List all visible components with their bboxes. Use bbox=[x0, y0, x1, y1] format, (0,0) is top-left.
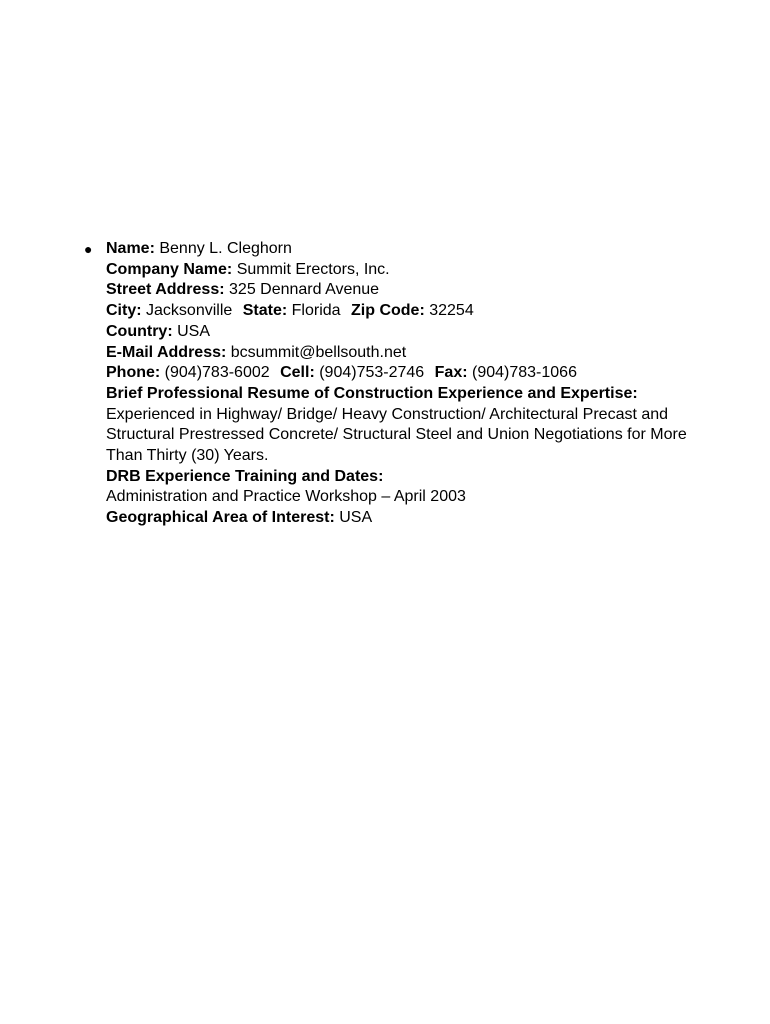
email-label: E-Mail Address: bbox=[106, 343, 227, 361]
email-line bbox=[106, 343, 726, 364]
zip-value: 32254 bbox=[429, 302, 474, 320]
country-label: Country: bbox=[106, 322, 173, 340]
phone-line bbox=[106, 363, 726, 384]
zip-label: Zip Code: bbox=[351, 302, 425, 320]
geo-value: USA bbox=[339, 509, 373, 527]
phone-value: (904)783-6002 bbox=[164, 364, 270, 382]
drb-value: Administration and Practice Workshop – April 2003 bbox=[106, 488, 466, 506]
company-value: Summit Erectors, Inc. bbox=[236, 260, 390, 278]
fax-value: (904)783-1066 bbox=[472, 364, 577, 382]
resume-paragraph bbox=[106, 384, 726, 467]
state-label: State: bbox=[242, 302, 288, 320]
resume-value: Experienced in Highway/ Bridge/ Heavy Construction/ Architectural Precast and Structural Prestressed Concrete/ Structural Steel and Union Negotiations for More Than Thirty (30) Years. bbox=[106, 405, 687, 465]
city-state-zip-line bbox=[106, 301, 726, 322]
country-line bbox=[106, 322, 726, 343]
country-value: USA bbox=[177, 322, 211, 340]
cell-value: (904)753-2746 bbox=[319, 364, 425, 382]
street-line bbox=[106, 280, 726, 301]
email-value: bcsummit@bellsouth.net bbox=[230, 343, 407, 361]
drb-value-line bbox=[106, 487, 726, 508]
fax-label: Fax: bbox=[434, 364, 468, 382]
list-bullet: ● bbox=[84, 241, 93, 257]
city-label: City: bbox=[106, 302, 142, 320]
state-value: Florida bbox=[291, 302, 341, 320]
cell-label: Cell: bbox=[280, 364, 315, 382]
geo-line bbox=[106, 508, 726, 529]
company-line bbox=[106, 260, 726, 281]
drb-label: DRB Experience Training and Dates: bbox=[106, 467, 384, 485]
name-line bbox=[106, 239, 726, 260]
name-label: Name: bbox=[106, 240, 155, 257]
street-value: 325 Dennard Avenue bbox=[229, 281, 380, 299]
street-label: Street Address: bbox=[106, 281, 225, 299]
resume-label: Brief Professional Resume of Construction Experience and Expertise: bbox=[106, 384, 638, 402]
phone-label: Phone: bbox=[106, 364, 161, 382]
name-value: Benny L. Cleghorn bbox=[159, 240, 292, 257]
city-value: Jacksonville bbox=[146, 302, 233, 320]
member-entry bbox=[106, 239, 726, 529]
geo-label: Geographical Area of Interest: bbox=[106, 509, 335, 527]
company-label: Company Name: bbox=[106, 260, 233, 278]
drb-label-line bbox=[106, 467, 726, 488]
